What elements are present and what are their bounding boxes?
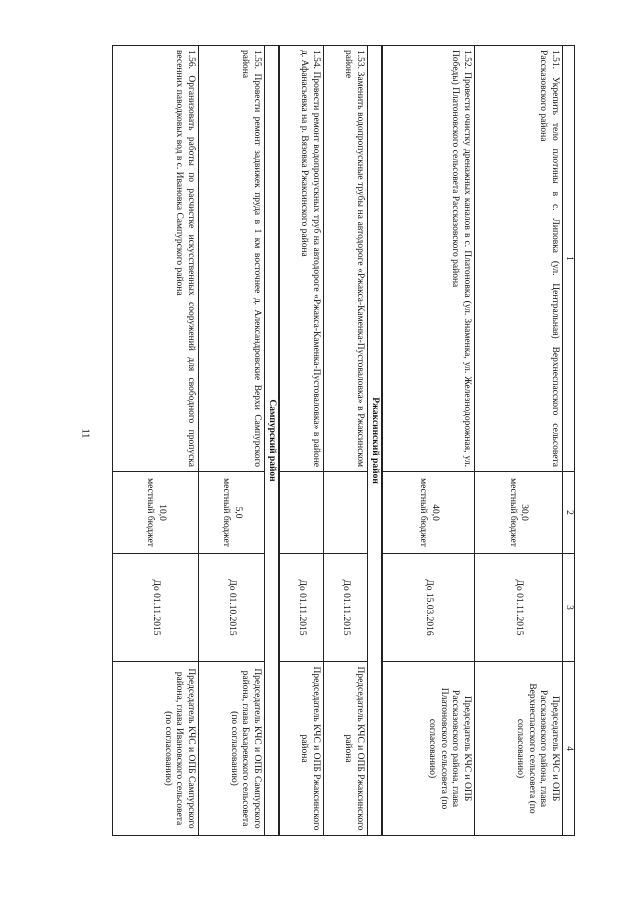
column-header: 2: [562, 472, 574, 554]
responsible-cell: Председатель КЧС и ОПБ Ржаксинского района: [323, 662, 367, 836]
district-name: Ржаксинский район: [367, 46, 382, 836]
responsible-cell: Председатель КЧС и ОПБ Ржаксинского района: [279, 662, 323, 836]
deadline-cell: До 01.11.2015: [474, 554, 562, 662]
table-row: [279, 46, 323, 836]
funding-amount: 10,0: [156, 504, 167, 521]
district-name: Сампурский район: [264, 46, 279, 836]
header-row: [562, 46, 574, 836]
funding-cell: [323, 472, 367, 554]
funding-cell: [279, 472, 323, 554]
deadline-cell: До 01.11.2015: [112, 554, 198, 662]
district-header-row: [264, 46, 279, 836]
task-cell: 1.55. Провести ремонт задвижек пруда в 1 км восточнее д. Александровские Верхи Сампурского района: [198, 46, 264, 472]
funding-source: местный бюджет: [221, 478, 232, 547]
funding-cell: [198, 472, 264, 554]
funding-cell: [112, 472, 198, 554]
page-number: 11: [79, 428, 91, 439]
column-header: 3: [562, 554, 574, 662]
task-cell: 1.53. Заменить водопропускные трубы на автодороге «Ржакса-Каменка-Пустоваловка» в Ржаксинском районе: [323, 46, 367, 472]
responsible-cell: Председатель КЧС и ОПБ Рассказовского района, глава Верхнеспасского сельсовета (по согласованию): [474, 662, 562, 836]
district-header-row: [367, 46, 382, 836]
responsible-cell: Председатель КЧС и ОПБ Сампурского района, глава Ивановского сельсовета (по согласованию): [112, 662, 198, 836]
table-row: [112, 46, 198, 836]
table-row: [198, 46, 264, 836]
table-row: [474, 46, 562, 836]
deadline-cell: До 01.11.2015: [323, 554, 367, 662]
task-cell: 1.52. Провести очистку дренажных каналов в с. Платоновка (ул. Знаменка, ул. Железнодорожная, ул. Победы) Платоновского сельсовета Рассказовского района: [382, 46, 474, 472]
task-cell: 1.56. Организовать работы по расчистке искусственных сооружений для свободного пропуска весенних паводковых вод в с. Ивановка Сампурского района: [112, 46, 198, 472]
responsible-cell: Председатель КЧС и ОПБ Сампурского района, глава Бахаревского сельсовета (по согласованию): [198, 662, 264, 836]
column-header: 4: [562, 662, 574, 836]
table-row: [382, 46, 474, 836]
funding-amount: 5,0: [232, 506, 243, 519]
funding-source: местный бюджет: [145, 478, 156, 547]
column-header: 1: [562, 46, 574, 472]
table-row: [323, 46, 367, 836]
deadline-cell: До 01.10.2015: [198, 554, 264, 662]
rotated-table-container: [125, 45, 575, 835]
deadline-cell: До 15.03.2016: [382, 554, 474, 662]
funding-cell: [474, 472, 562, 554]
deadline-cell: До 01.11.2015: [279, 554, 323, 662]
measures-table: [112, 45, 575, 836]
funding-amount: 30,0: [519, 504, 530, 521]
task-cell: 1.54. Провести ремонт водопропускных труб на автодороге «Ржакса-Каменка-Пустоваловка» в районе д. Афанасьевка на р. Вязовка Ржаксинского района: [279, 46, 323, 472]
funding-source: местный бюджет: [418, 478, 429, 547]
funding-cell: [382, 472, 474, 554]
task-cell: 1.51. Укрепить тело плотины в с. Липовка (ул. Центральная) Верхнеспасского сельсовета Рассказовского района: [474, 46, 562, 472]
responsible-cell: Председатель КЧС и ОПБ Рассказовского района, глава Платоновского сельсовета (по согласованию): [382, 662, 474, 836]
funding-source: местный бюджет: [508, 478, 519, 547]
funding-amount: 40,0: [429, 504, 440, 521]
